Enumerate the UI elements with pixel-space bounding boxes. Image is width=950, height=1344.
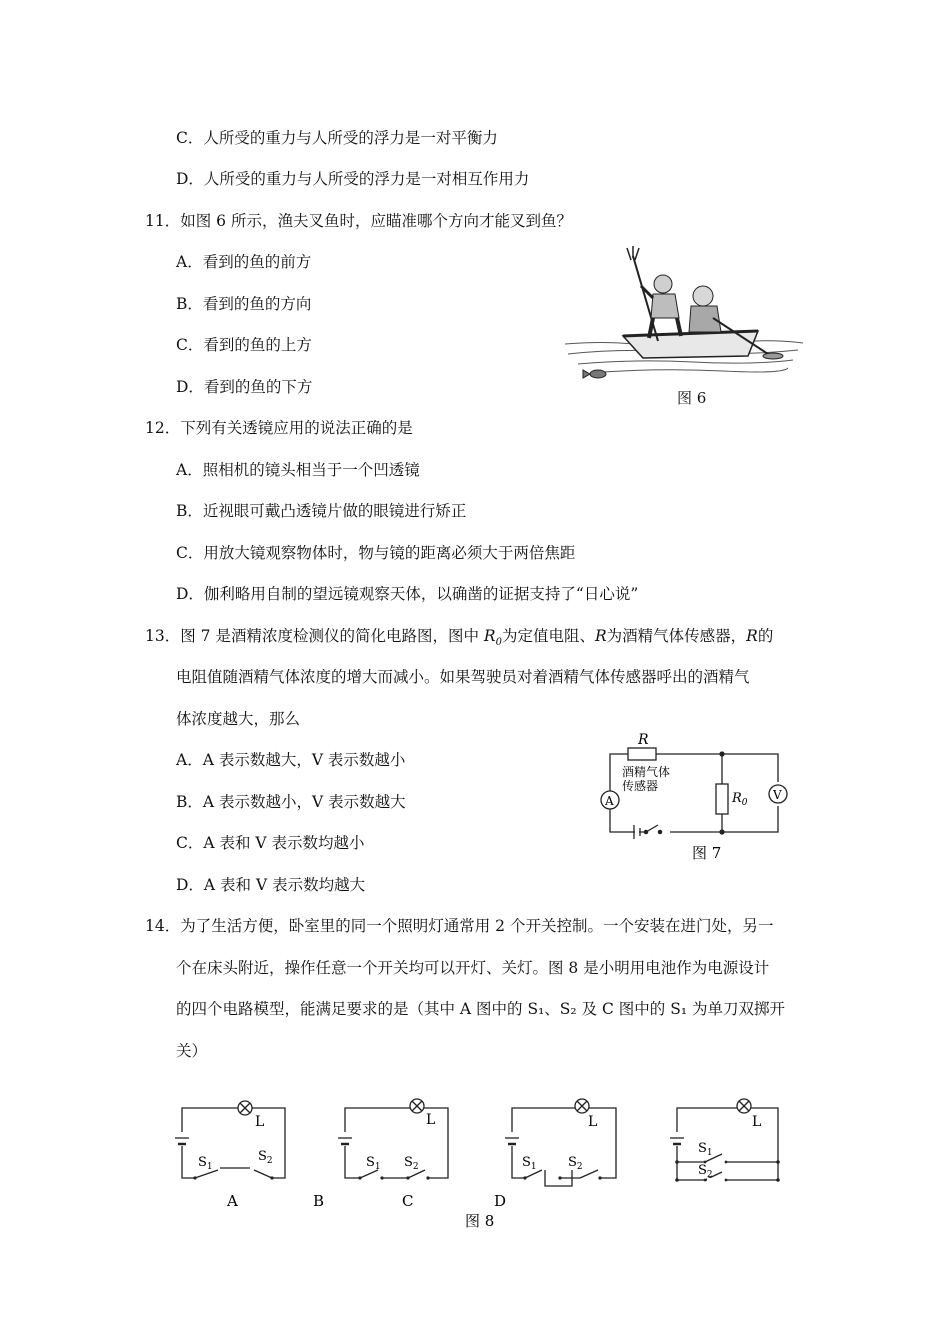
switch-s1-label: $S_1$ <box>698 1141 713 1158</box>
q14-stem-line-3: 的四个电路模型，能满足要求的是（其中 A 图中的 S₁、S₂ 及 C 图中的 S₁ 为单刀双掷开 <box>176 1000 785 1018</box>
lamp-label: L <box>752 1114 762 1130</box>
q13-stem-line-2: 电阻值随酒精气体浓度的增大而减小。如果驾驶员对着酒精气体传感器呼出的酒精气 <box>176 668 750 686</box>
switch-s2-label: $S_2$ <box>568 1155 583 1172</box>
figure-6-fisherman-illustration <box>563 246 805 386</box>
question-number: 13． <box>145 627 181 645</box>
q11-option-d: D．看到的鱼的下方 <box>176 378 313 396</box>
q13-stem-line-1: 13．图 7 是酒精浓度检测仪的简化电路图，图中 $R_0$为定值电阻、R为酒精气体传感器，R的 <box>145 627 774 649</box>
label-r: R <box>638 732 649 748</box>
q13-option-d: D．A 表和 V 表示数均越大 <box>176 876 366 894</box>
question-text: 如图 6 所示，渔夫叉鱼时，应瞄准哪个方向才能叉到鱼？ <box>180 212 572 230</box>
question-text: 下列有关透镜应用的说法正确的是 <box>180 419 413 437</box>
q12-option-a: A．照相机的镜头相当于一个凹透镜 <box>176 461 420 479</box>
q14-stem-line-4: 关） <box>176 1042 208 1060</box>
lamp-label: L <box>255 1114 265 1130</box>
panel-label-d: D <box>494 1192 507 1210</box>
switch-s2-label: $S_2$ <box>258 1149 273 1166</box>
circuit-c <box>512 1108 616 1186</box>
switch-s1-label: $S_1$ <box>522 1155 537 1172</box>
q12-option-c: C．用放大镜观察物体时，物与镜的距离必须大于两倍焦距 <box>176 544 576 562</box>
switch-s1-label: $S_1$ <box>366 1155 381 1172</box>
q14-stem-line-1: 14．为了生活方便，卧室里的同一个照明灯通常用 2 个开关控制。一个安装在进门处，另一 <box>145 917 774 935</box>
circuit-d <box>677 1108 778 1180</box>
figure-8-caption: 图 8 <box>465 1212 495 1230</box>
ammeter-symbol: A <box>605 794 614 808</box>
q12-option-d: D．伽利略用自制的望远镜观察天体，以确凿的证据支持了“日心说” <box>176 585 639 603</box>
figure-8-circuits <box>160 1090 800 1230</box>
figure-7-caption: 图 7 <box>692 844 722 862</box>
q11-option-b: B．看到的鱼的方向 <box>176 295 312 313</box>
q13-stem-line-3: 体浓度越大，那么 <box>176 710 301 728</box>
q14-stem-line-2: 个在床头附近，操作任意一个开关均可以开灯、关灯。图 8 是小明用电池作为电源设计 <box>176 959 770 977</box>
q10-option-d: D．人所受的重力与人所受的浮力是一对相互作用力 <box>176 170 530 188</box>
figure-7-circuit <box>598 732 798 864</box>
question-number: 12． <box>145 419 181 437</box>
q11-option-a: A．看到的鱼的前方 <box>176 253 312 271</box>
voltmeter-symbol: V <box>773 788 782 802</box>
q11-stem <box>145 211 572 231</box>
question-number: 11． <box>145 212 181 230</box>
figure-6-caption: 图 6 <box>677 389 707 407</box>
lamp-label: L <box>588 1114 598 1130</box>
q13-option-c: C．A 表和 V 表示数均越小 <box>176 834 365 852</box>
panel-label-c: C <box>402 1192 414 1210</box>
switch-s2-label: $S_2$ <box>404 1155 419 1172</box>
q12-option-b: B．近视眼可戴凸透镜片做的眼镜进行矫正 <box>176 502 467 520</box>
q10-option-c: C．人所受的重力与人所受的浮力是一对平衡力 <box>176 129 498 147</box>
switch-s1-label: $S_1$ <box>198 1155 213 1172</box>
q13-option-b: B．A 表示数越小，V 表示数越大 <box>176 793 406 811</box>
panel-label-b: B <box>313 1192 325 1210</box>
q13-option-a: A．A 表示数越大，V 表示数越小 <box>176 751 406 769</box>
panel-label-a: A <box>227 1192 238 1210</box>
label-r0: $R_0$ <box>732 791 748 808</box>
question-number: 14． <box>145 917 181 935</box>
label-sensor-line-2: 传感器 <box>622 779 659 793</box>
q12-stem <box>145 418 413 438</box>
switch-s2-label: $S_2$ <box>698 1163 713 1180</box>
label-sensor-line-1: 酒精气体 <box>622 765 671 779</box>
q11-option-c: C．看到的鱼的上方 <box>176 336 312 354</box>
lamp-label: L <box>426 1112 436 1128</box>
